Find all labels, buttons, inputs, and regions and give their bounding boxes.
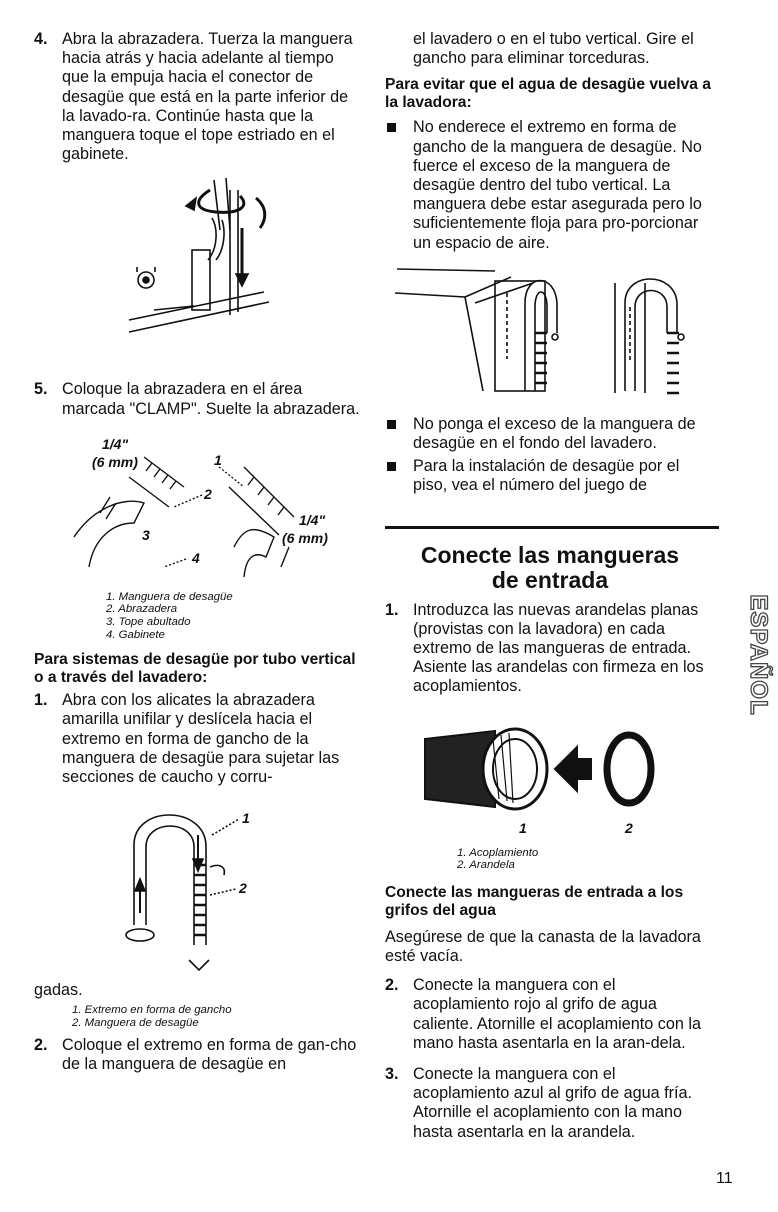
- fig-label: 2: [239, 880, 247, 897]
- step-text: Conecte la manguera con el acoplamiento azul al grifo de agua fría. Atornille el acoplamiento con la mano hasta asentarla en la arandela.: [413, 1065, 692, 1141]
- caption: 2. Arandela: [457, 859, 515, 872]
- caption: 1. Acoplamiento: [457, 846, 539, 859]
- step-5: [34, 380, 364, 418]
- section-title-line: Conecte las mangueras: [420, 541, 680, 568]
- bullet-text: Para la instalación de desagüe por el piso, vea el número del juego de: [413, 457, 680, 495]
- heading-faucets: Conecte las mangueras de entrada a los grifos del agua: [385, 883, 684, 919]
- figure-captions: [34, 591, 364, 641]
- page-number: 11: [716, 1170, 733, 1187]
- heading-prevent-backflow: Para evitar que el agua de desagüe vuelva a la lavadora:: [385, 76, 711, 112]
- step-text: Abra la abrazadera. Tuerza la manguera hacia atrás y hacia adelante al tiempo que la empuja hacia el conector de desagüe que está en la parte inferior de la lavado-ra. Continúe hasta que la manguera toque el tope estriado en el gabinete.: [62, 30, 353, 164]
- paragraph: Asegúrese de que la canasta de la lavadora esté vacía.: [385, 927, 701, 966]
- section-title-line: de entrada: [491, 566, 609, 593]
- step-number: 2.: [385, 976, 399, 995]
- fig-label: 3: [142, 526, 150, 543]
- bullet-text: No ponga el exceso de la manguera de desagüe en el fondo del lavadero.: [413, 414, 696, 453]
- bullet-item: [385, 415, 715, 453]
- fig-label: 4: [192, 549, 200, 566]
- step-text: Abra con los alicates la abrazadera amarilla unifilar y deslícela hacia el extremo en forma de gancho de la manguera de desagüe para sujetar las secciones de caucho y corru-: [62, 691, 340, 787]
- caption: 2. Abrazadera: [106, 603, 178, 616]
- fig-label: 1: [214, 451, 222, 468]
- step-3: [385, 1065, 715, 1142]
- bullet-marker: [387, 123, 396, 132]
- air-gap-illustration: [385, 263, 715, 413]
- fig-label: (6 mm): [92, 453, 138, 470]
- step-number: 5.: [34, 380, 48, 399]
- step-1: [385, 601, 715, 697]
- step-4: [34, 30, 364, 164]
- side-tab-label: ESPAÑOL: [745, 594, 772, 716]
- step-number: 2.: [34, 1035, 48, 1054]
- fig-label: 1/4": [299, 511, 326, 528]
- step-1: [34, 691, 364, 787]
- hook-hose-illustration: [34, 795, 364, 981]
- continuation-text: gadas.: [34, 981, 83, 1000]
- fig-label: 1: [519, 819, 527, 836]
- continuation-text: el lavadero o en el tubo vertical. Gire el gancho para eliminar torceduras.: [413, 30, 694, 68]
- bullet-marker: [387, 420, 396, 429]
- step-2: [385, 976, 715, 1053]
- step-number: 4.: [34, 30, 48, 48]
- bullet-marker: [387, 462, 396, 471]
- caption: 3. Tope abultado: [106, 616, 191, 629]
- fig-label: (6 mm): [282, 529, 328, 546]
- bullet-text: No enderece el extremo en forma de gancho de la manguera de desagüe. No fuerce el exceso de la manguera de desagüe dentro del tubo vertical. La manguera debe estar asegurada pero lo suficientemente floja para pro-porcionar un espacio de aire.: [413, 118, 702, 252]
- section-title: [385, 543, 715, 593]
- figure-captions: [385, 847, 715, 872]
- language-side-tab: [736, 560, 772, 750]
- left-column: [34, 30, 364, 1074]
- step-2: [34, 1036, 364, 1074]
- right-column: [385, 30, 715, 1142]
- caption: 1. Extremo en forma de gancho: [72, 1004, 232, 1017]
- step-number: 1.: [34, 691, 48, 710]
- section-divider: [385, 526, 719, 529]
- step-number: 1.: [385, 600, 399, 619]
- caption: 1. Manguera de desagüe: [106, 590, 233, 603]
- drain-hose-connector-illustration: [34, 170, 364, 370]
- step-text: Introduzca las nuevas arandelas planas (provistas con la lavadora) en cada extremo de las mangueras de entrada. Asiente las arandelas con firmeza en los acoplamientos.: [413, 600, 704, 696]
- caption: 2. Manguera de desagüe: [72, 1017, 199, 1030]
- figure-captions: [34, 1004, 364, 1029]
- step-text: Conecte la manguera con el acoplamiento rojo al grifo de agua caliente. Atornille el acoplamiento con la mano hasta asentarla en la aran-dela.: [413, 976, 701, 1052]
- caption: 4. Gabinete: [106, 628, 165, 641]
- step-text: Coloque el extremo en forma de gan-cho de la manguera de desagüe en: [62, 1035, 357, 1073]
- step-text: Coloque la abrazadera en el área marcada "CLAMP". Suelte la abrazadera.: [62, 380, 360, 418]
- fig-label: 1: [242, 810, 250, 827]
- bullet-item: [385, 118, 715, 252]
- fig-label: 1/4": [102, 435, 129, 452]
- step-number: 3.: [385, 1065, 399, 1084]
- heading-standpipe: Para sistemas de desagüe por tubo vertical o a través del lavadero:: [34, 651, 356, 687]
- coupling-washer-illustration: [385, 709, 715, 839]
- clamp-position-illustration: [34, 427, 364, 585]
- bullet-item: [385, 457, 715, 495]
- fig-label: 2: [625, 819, 633, 836]
- fig-label: 2: [204, 485, 212, 502]
